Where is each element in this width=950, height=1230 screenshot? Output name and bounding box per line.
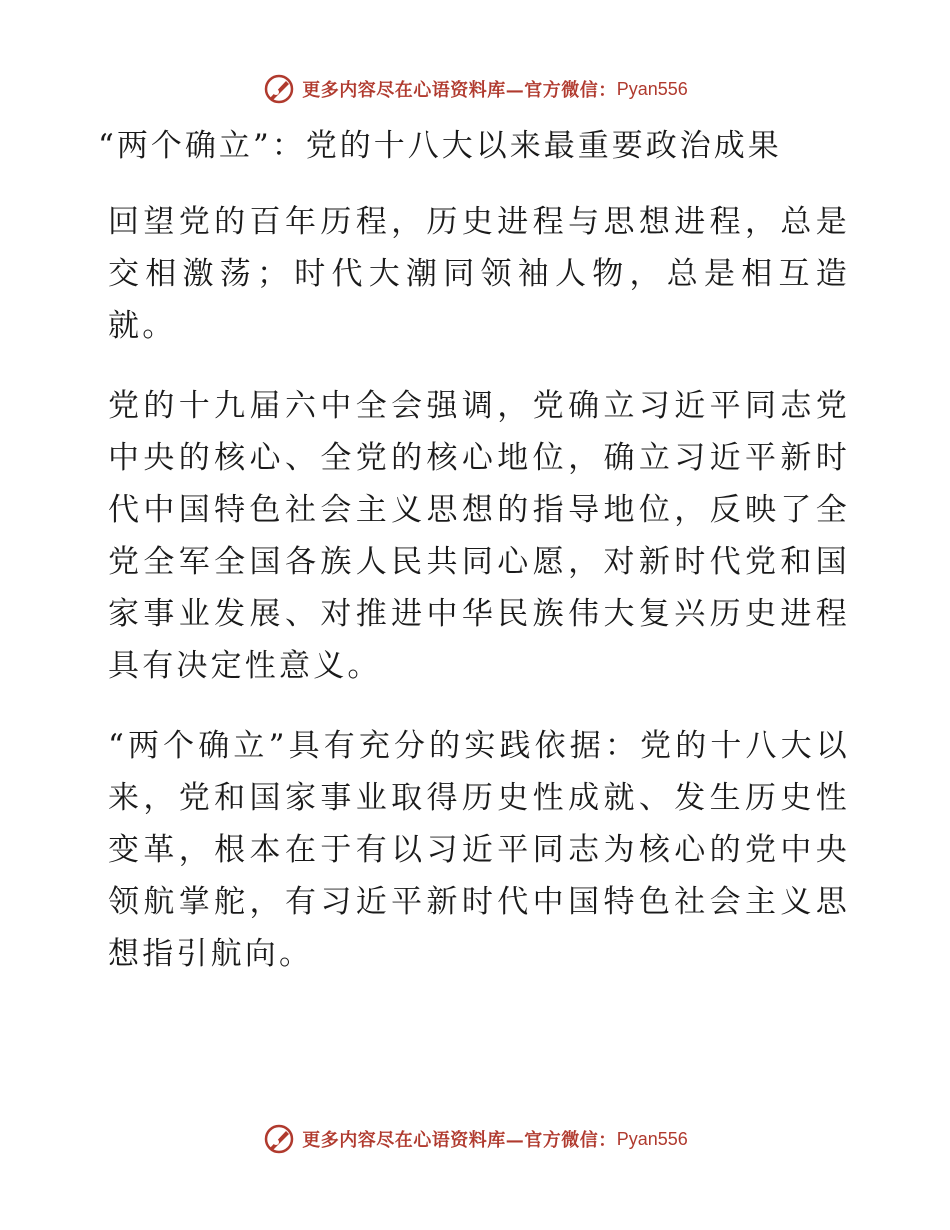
footer-banner bbox=[0, 1122, 950, 1156]
document-body bbox=[98, 122, 850, 980]
paragraph-3: “两个确立”具有充分的实践依据：党的十八大以来，党和国家事业取得历史性成就、发生历史性变革，根本在于有以习近平同志为核心的党中央领航掌舵，有习近平新时代中国特色社会主义思想指引航向。 bbox=[108, 728, 850, 972]
paragraph-1: 回望党的百年历程，历史进程与思想进程，总是交相激荡；时代大潮同领袖人物，总是相互造就。 bbox=[108, 204, 850, 344]
pen-logo-icon bbox=[262, 72, 296, 106]
pen-logo-icon bbox=[262, 1122, 296, 1156]
document-title: “两个确立”：党的十八大以来最重要政治成果 bbox=[98, 128, 782, 164]
paragraph-2: 党的十九届六中全会强调，党确立习近平同志党中央的核心、全党的核心地位，确立习近平新时代中国特色社会主义思想的指导地位，反映了全党全军全国各族人民共同心愿，对新时代党和国家事业发展、对推进中华民族伟大复兴历史进程具有决定性意义。 bbox=[108, 388, 850, 684]
banner-wechat-id: Pyan556 bbox=[616, 1128, 688, 1149]
banner-text: 更多内容尽在心语资料库—官方微信： bbox=[302, 1130, 617, 1151]
header-banner bbox=[0, 72, 950, 106]
banner-wechat-id: Pyan556 bbox=[616, 78, 688, 99]
banner-text: 更多内容尽在心语资料库—官方微信： bbox=[302, 80, 617, 101]
